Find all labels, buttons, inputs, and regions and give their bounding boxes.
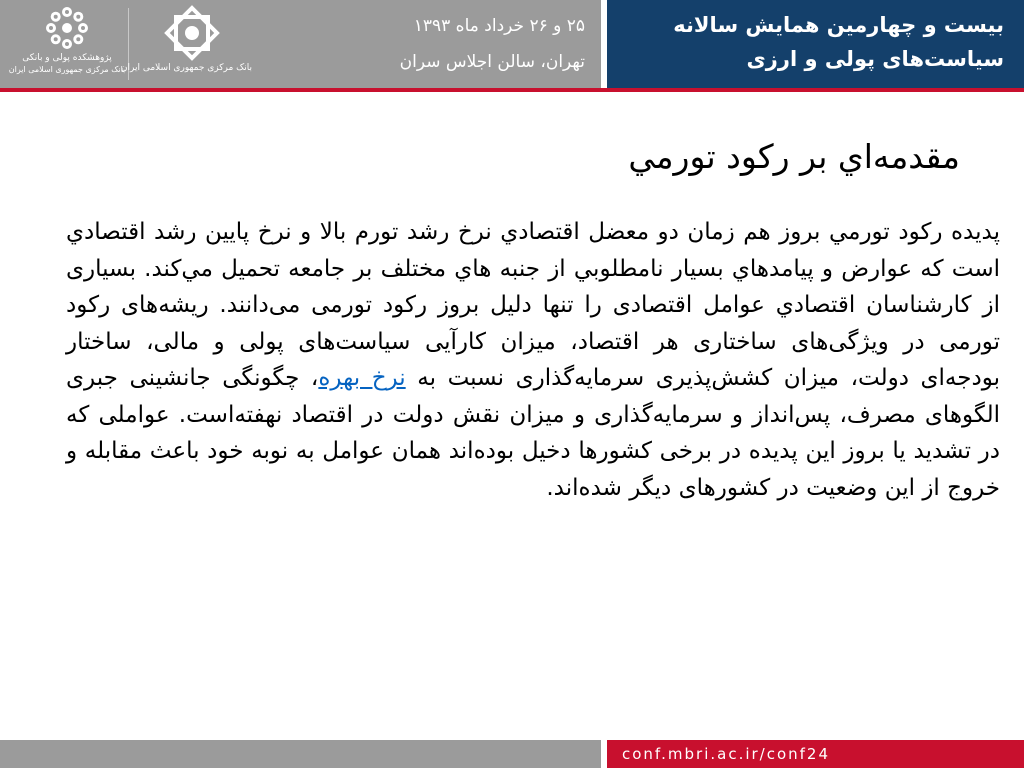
header-red-line	[0, 88, 1024, 92]
conference-date: ۲۵ و ۲۶ خرداد ماه ۱۳۹۳	[413, 16, 585, 36]
conference-title	[624, 8, 1004, 76]
footer-gray-panel	[0, 740, 601, 768]
interest-rate-link[interactable]: نرخ بهره	[318, 365, 406, 391]
header-bar	[0, 0, 1024, 92]
slide-body-paragraph	[66, 214, 1000, 506]
mbri-logo	[8, 4, 126, 86]
paragraph-text-before-link: پديده رکود تورمي بروز هم زمان دو معضل اقتصادي نرخ رشد تورم بالا و نرخ پايين رشد اقتصادي است که عوارض و پيامدهاي بسيار نامطلوبي از جنبه هاي مختلف بر جامعه تحميل مي‌کند. بسیاری از کارشناسان اقتصادي عوامل اقتصادی را تنها دلیل بروز رکود تورمی می‌دانند. ریشه‌های رکود تورمی در ویژگی‌های ساختاری هر اقتصاد، میزان کارآیی سیاست‌های پولی و مالی، ساختار بودجه‌ای دولت، میزان کشش‌پذیری سرمایه‌گذاری نسبت به	[66, 219, 1001, 391]
slide-title: مقدمه‌اي بر رکود تورمي	[628, 137, 960, 176]
cbi-logo-line1: بانک مرکزی جمهوری اسلامی ایران	[120, 63, 252, 73]
mbri-logo-line2: بانک مرکزی جمهوری اسلامی ایران	[8, 65, 126, 74]
conference-venue: تهران، سالن اجلاس سران	[399, 52, 585, 72]
cbi-logo-icon	[163, 4, 221, 62]
conference-title-line1: بیست و چهارمین همایش سالانه	[673, 13, 1004, 37]
mbri-logo-line1: پژوهشکده پولی و بانکی	[22, 53, 112, 63]
conference-title-line2: سیاست‌های پولی و ارزی	[746, 47, 1004, 71]
mbri-logo-icon	[43, 4, 91, 52]
paragraph-text-after-link: ، چگونگی جانشینی جبری الگوهای مصرف، پس‌انداز و سرمایه‌گذاری و میزان نقش دولت در اقتصاد نهفته‌است. عواملی که در تشدید یا بروز این پدیده در برخی کشورها دخیل بوده‌اند همان عوامل به نوبه خود باعث مقابله و خروج از این وضعیت در کشورهای دیگر شده‌اند.	[66, 365, 1000, 501]
footer-url: conf.mbri.ac.ir/conf24	[622, 745, 831, 763]
conference-date-venue	[300, 8, 585, 80]
cbi-logo	[120, 4, 252, 86]
